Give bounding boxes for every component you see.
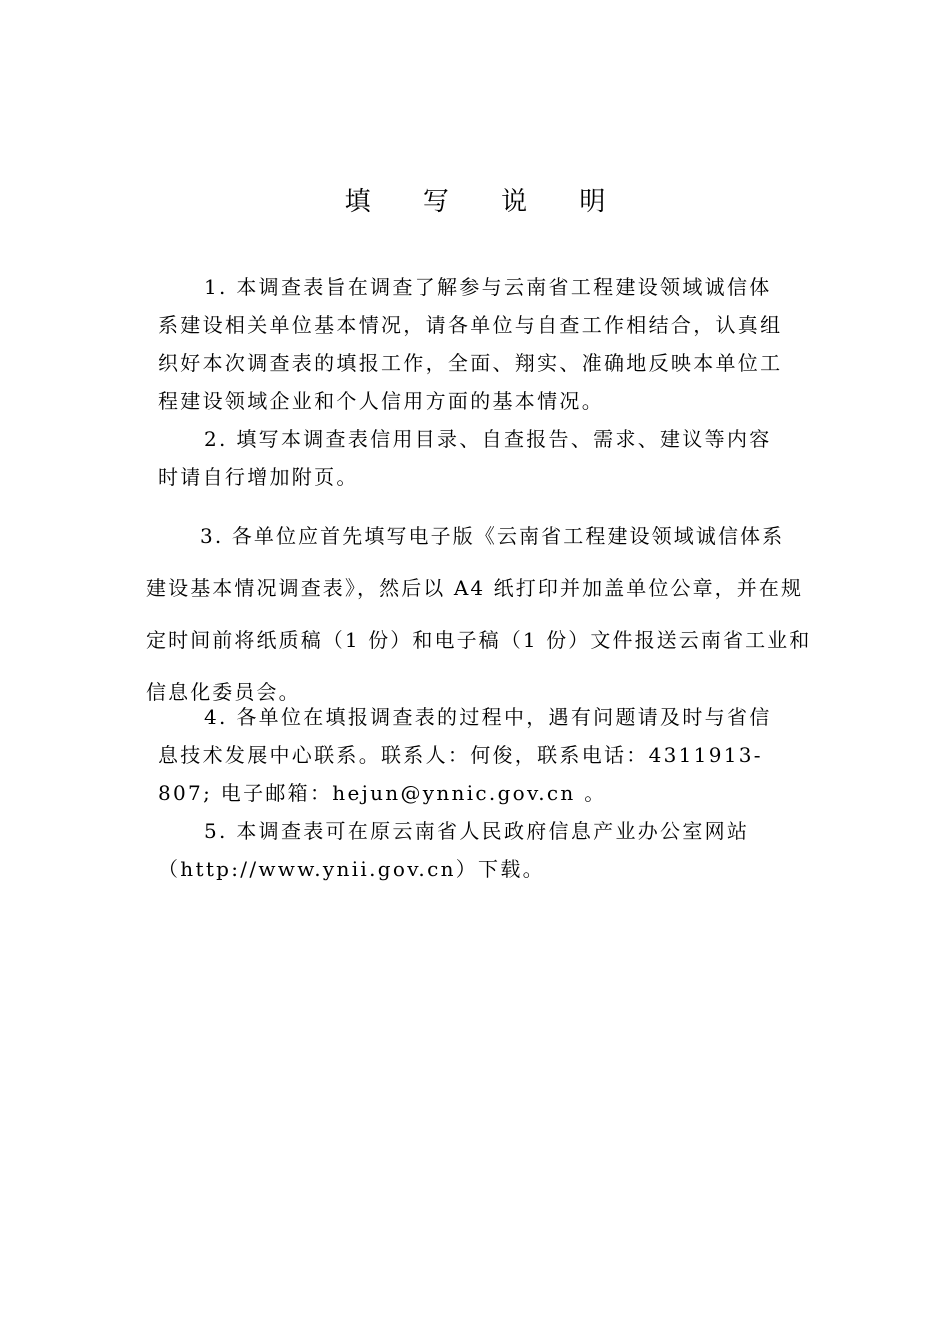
instruction-item-5 <box>150 812 749 888</box>
paragraph-line: （http://www.ynii.gov.cn）下载。 <box>158 857 545 881</box>
paragraph-line: 建设基本情况调查表》，然后以 A4 纸打印并加盖单位公章，并在规 <box>146 576 804 600</box>
paragraph-line: 5. 本调查表可在原云南省人民政府信息产业办公室网站 <box>204 819 750 843</box>
paragraph-line: 息技术发展中心联系。联系人：何俊，联系电话：4311913- <box>158 743 763 767</box>
paragraph-line: 4. 各单位在填报调查表的过程中，遇有问题请及时与省信 <box>204 705 772 729</box>
paragraph-line: 807; 电子邮箱：hejun@ynnic.gov.cn 。 <box>158 781 607 805</box>
instruction-item-2 <box>150 420 772 496</box>
instruction-item-4 <box>150 698 772 812</box>
paragraph-line: 3. 各单位应首先填写电子版《云南省工程建设领域诚信体系 <box>200 524 785 548</box>
paragraph-line: 2. 填写本调查表信用目录、自查报告、需求、建议等内容 <box>204 427 772 451</box>
paragraph-line: 定时间前将纸质稿（1 份）和电子稿（1 份）文件报送云南省工业和 <box>146 628 812 652</box>
instruction-item-1 <box>150 268 782 420</box>
paragraph-line: 1. 本调查表旨在调查了解参与云南省工程建设领域诚信体 <box>204 275 772 299</box>
page-title: 填 写 说 明 <box>344 187 628 217</box>
paragraph-line: 信息化委员会。 <box>146 680 301 704</box>
instruction-item-3 <box>146 510 811 718</box>
paragraph-line: 时请自行增加附页。 <box>158 465 359 489</box>
paragraph-line: 程建设领域企业和个人信用方面的基本情况。 <box>158 389 604 413</box>
paragraph-line: 系建设相关单位基本情况，请各单位与自查工作相结合，认真组 <box>158 313 783 337</box>
paragraph-line: 织好本次调查表的填报工作，全面、翔实、准确地反映本单位工 <box>158 351 783 375</box>
